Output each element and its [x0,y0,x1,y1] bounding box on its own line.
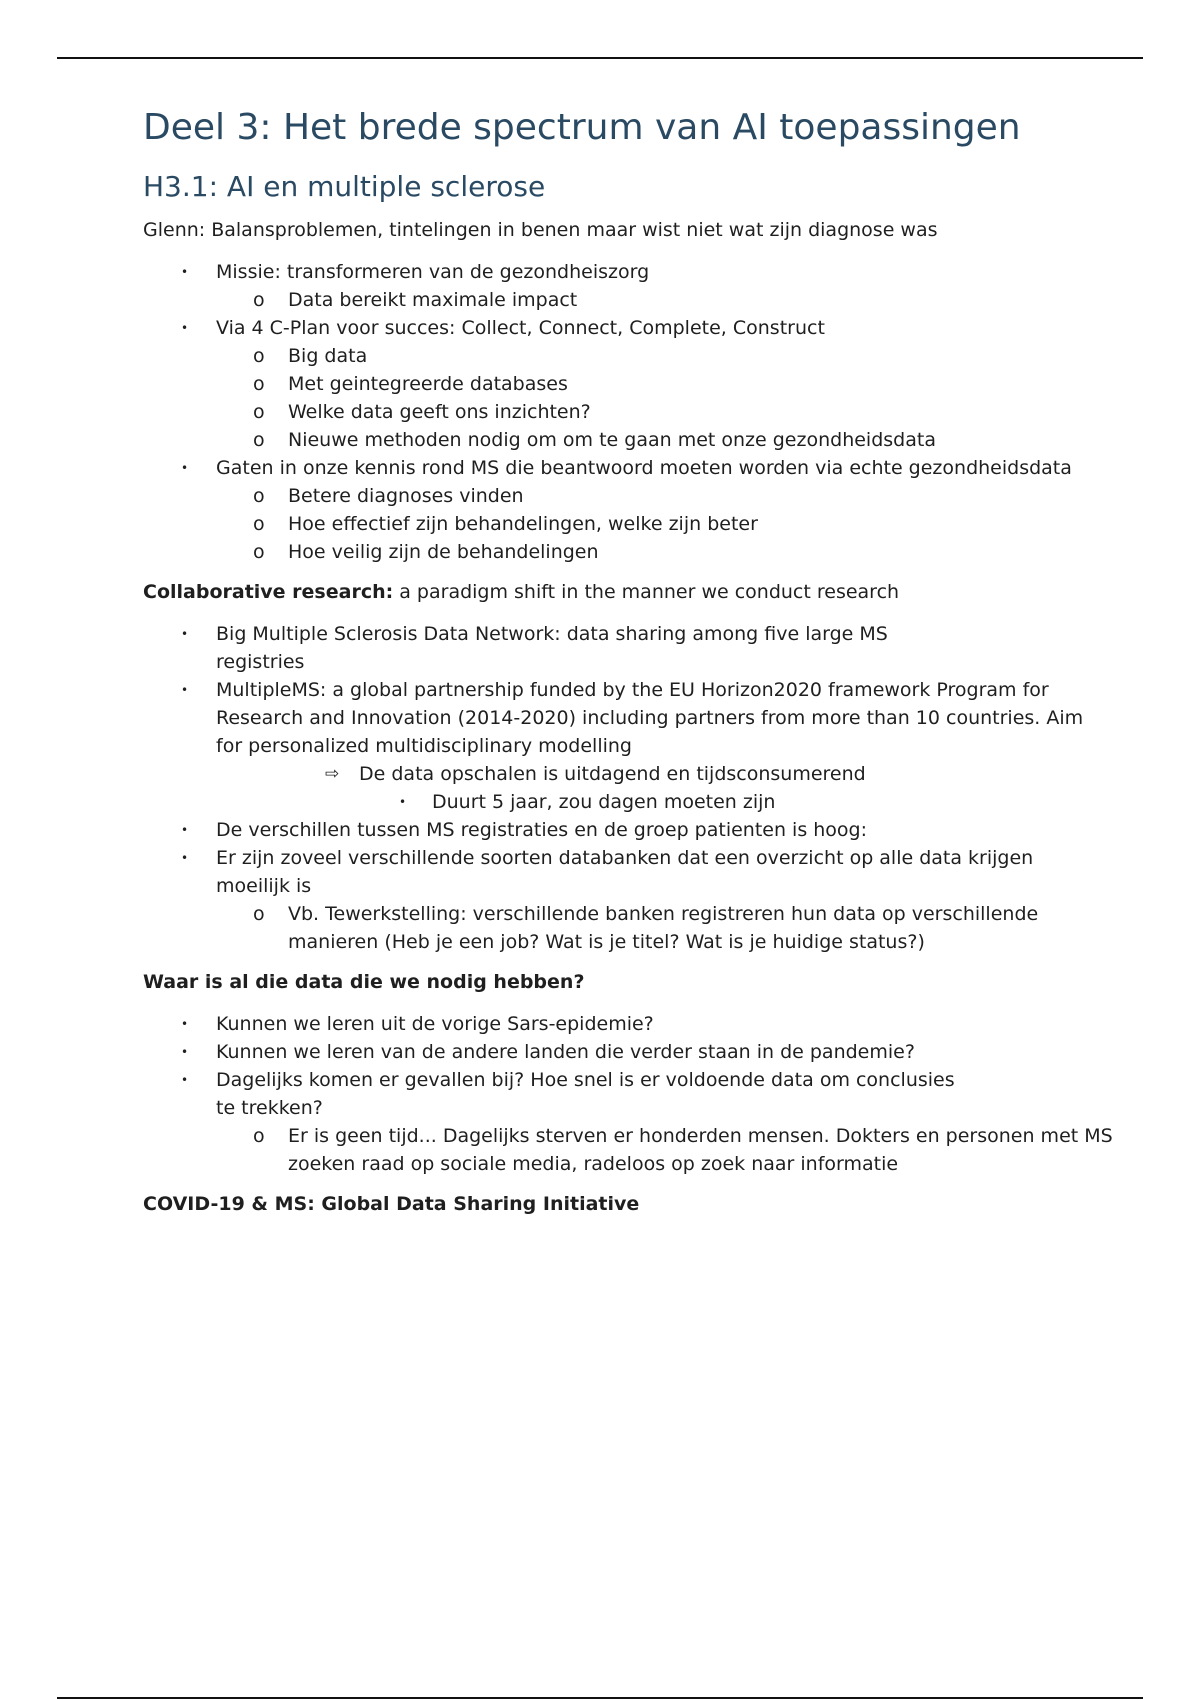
collaborative-research-paragraph [143,578,1143,606]
list-item: o Hoe effectief zijn behandelingen, welke zijn beter [143,510,1143,538]
list-item: • Duurt 5 jaar, zou dagen moeten zijn [143,788,1143,816]
list-item: • Missie: transformeren van de gezondheiszorg [143,258,1143,286]
list-item: ⇨ De data opschalen is uitdagend en tijdsconsumerend [143,760,1143,788]
list-item: • De verschillen tussen MS registraties en de groep patienten is hoog: [143,816,1143,844]
list-item: o Nieuwe methoden nodig om om te gaan met onze gezondheidsdata [143,426,1143,454]
intro-paragraph: Glenn: Balansproblemen, tintelingen in benen maar wist niet wat zijn diagnose was [143,219,938,241]
section-heading: H3.1: AI en multiple sclerose [143,170,546,203]
list-item: • Big Multiple Sclerosis Data Network: data sharing among five large MS registries [143,620,976,676]
page-title: Deel 3: Het brede spectrum van AI toepassingen [143,107,1021,148]
top-rule [57,57,1143,59]
mission-list [143,258,1143,566]
list-item: o Hoe veilig zijn de behandelingen [143,538,1143,566]
list-item: • Gaten in onze kennis rond MS die beantwoord moeten worden via echte gezondheidsdata [143,454,1096,482]
list-item: o Betere diagnoses vinden [143,482,1143,510]
list-item: o Data bereikt maximale impact [143,286,1143,314]
research-list [143,620,1143,956]
list-item: o Er is geen tijd... Dagelijks sterven er honderden mensen. Dokters en personen met MS zoeken raad op sociale media, radeloos op zoek naar informatie [143,1122,1168,1178]
list-item: o Big data [143,342,1143,370]
document-body [143,104,1143,1218]
list-item: • Via 4 C-Plan voor succes: Collect, Connect, Complete, Construct [143,314,1143,342]
list-item: • Kunnen we leren uit de vorige Sars-epidemie? [143,1010,1143,1038]
collaborative-research-label: Collaborative research: [143,581,394,603]
list-item: o Met geintegreerde databases [143,370,1143,398]
closing-heading: COVID-19 & MS: Global Data Sharing Initiative [143,1193,640,1215]
pandemic-list [143,1010,1143,1178]
bottom-rule [57,1697,1143,1699]
list-item: • Dagelijks komen er gevallen bij? Hoe snel is er voldoende data om conclusies te trekken? [143,1066,966,1122]
list-item: • MultipleMS: a global partnership funded by the EU Horizon2020 framework Program for Research and Innovation (2014-2020) including partners from more than 10 countries. Aim for personalized multidisciplinary modelling [143,676,1086,760]
list-item: o Vb. Tewerkstelling: verschillende banken registreren hun data op verschillende manieren (Heb je een job? Wat is je titel? Wat is je huidige status?) [143,900,1088,956]
list-item: o Welke data geeft ons inzichten? [143,398,1143,426]
list-item: • Kunnen we leren van de andere landen die verder staan in de pandemie? [143,1038,1143,1066]
collaborative-research-text: a paradigm shift in the manner we conduct research [393,581,900,603]
list-item: • Er zijn zoveel verschillende soorten databanken dat een overzicht op alle data krijgen moeilijk is [143,844,1086,900]
data-question-heading: Waar is al die data die we nodig hebben? [143,971,585,993]
